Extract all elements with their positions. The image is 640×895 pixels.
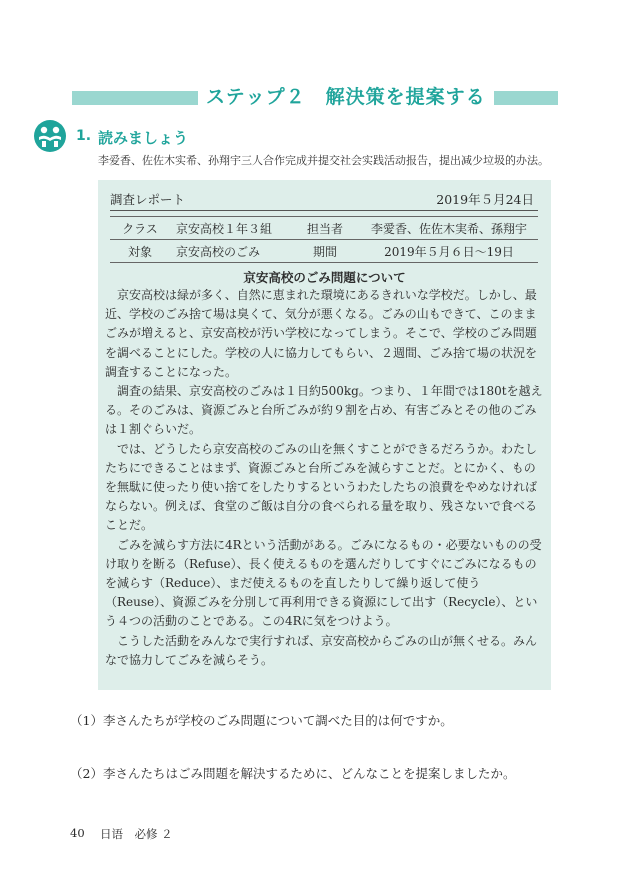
instruction-text: 李爱香、佐佐木实希、孙翔宇三人合作完成并提交社会实践活动报告，提出减少垃圾的办法。 <box>98 154 549 167</box>
table-cell: 担当者 <box>290 217 360 240</box>
table-cell: 2019年５月６日～19日 <box>360 240 538 263</box>
article-paragraph: ごみを減らす方法に4Rという活動がある。ごみになるもの・必要ないものの受け取りを断る（Refuse）、長く使えるものを選んだりしてすぐにごみになるものを減らす（Reduce）、まだ使えるものを直したりして繰り返して使う（Reuse）、資源ごみを分別して再利用できる資源にして出す（Recycle）、という４つの活動のことである。この4Rに気をつけよう。 <box>105 537 542 629</box>
article-body <box>105 286 545 670</box>
report-box <box>98 180 551 690</box>
book-title: 日语 必修 ２ <box>100 827 173 841</box>
report-label: 調査レポート <box>110 192 186 207</box>
article-paragraph: 京安高校は緑が多く、自然に恵まれた環境にあるきれいな学校だ。しかし、最近、学校のごみ捨て場は臭くて、気分が悪くなる。ごみの山もできて、このままごみが増えると、京安高校が汚い学校になってしまう。そこで、学校のごみ問題を調べることにした。学校の人に協力してもらい、２週間、ごみ捨て場の状況を調査することになった。 <box>105 288 538 379</box>
table-cell: 京安高校のごみ <box>170 240 290 263</box>
table-row <box>110 217 538 240</box>
section-title: 読みましょう <box>98 129 189 147</box>
report-info-table <box>110 216 538 263</box>
article-title: 京安高校のごみ問題について <box>243 270 406 285</box>
table-cell: 期間 <box>290 240 360 263</box>
section-number: 1. <box>76 128 92 144</box>
article-paragraph: こうした活動をみんなで実行すれば、京安高校からごみの山が無くせる。みんなで協力してごみを減らそう。 <box>105 633 538 667</box>
report-date: 2019年５月24日 <box>436 192 534 207</box>
question-1: （1）李さんたちが学校のごみ問題について調べた目的は何ですか。 <box>70 713 453 728</box>
question-2: （2）李さんたちはごみ問題を解決するために、どんなことを提案しましたか。 <box>70 766 516 781</box>
table-cell: クラス <box>110 217 170 240</box>
article-paragraph: 調査の結果、京安高校のごみは１日約500kg。つまり、１年間では180tを越える。そのごみは、資源ごみと台所ごみが約９割を占め、有害ごみとその他のごみは１割ぐらいだ。 <box>105 384 543 437</box>
step-title: ステップ２ 解決策を提案する <box>198 84 494 110</box>
report-header <box>110 188 538 211</box>
reading-people-icon <box>34 120 66 152</box>
table-cell: 李愛香、佐佐木実希、孫翔宇 <box>360 217 538 240</box>
table-cell: 京安高校１年３組 <box>170 217 290 240</box>
table-cell: 対象 <box>110 240 170 263</box>
page-number: 40 <box>70 826 85 840</box>
article-paragraph: では、どうしたら京安高校のごみの山を無くすことができるだろうか。わたしたちにできることはまず、資源ごみと台所ごみを減らすことだ。とにかく、ものを無駄に使ったり使い捨てをしたりするというわたしたちの浪費をやめなければならない。例えば、食堂のご飯は自分の食べられる量を取り、残さないで食べることだ。 <box>105 441 538 533</box>
table-row <box>110 240 538 263</box>
